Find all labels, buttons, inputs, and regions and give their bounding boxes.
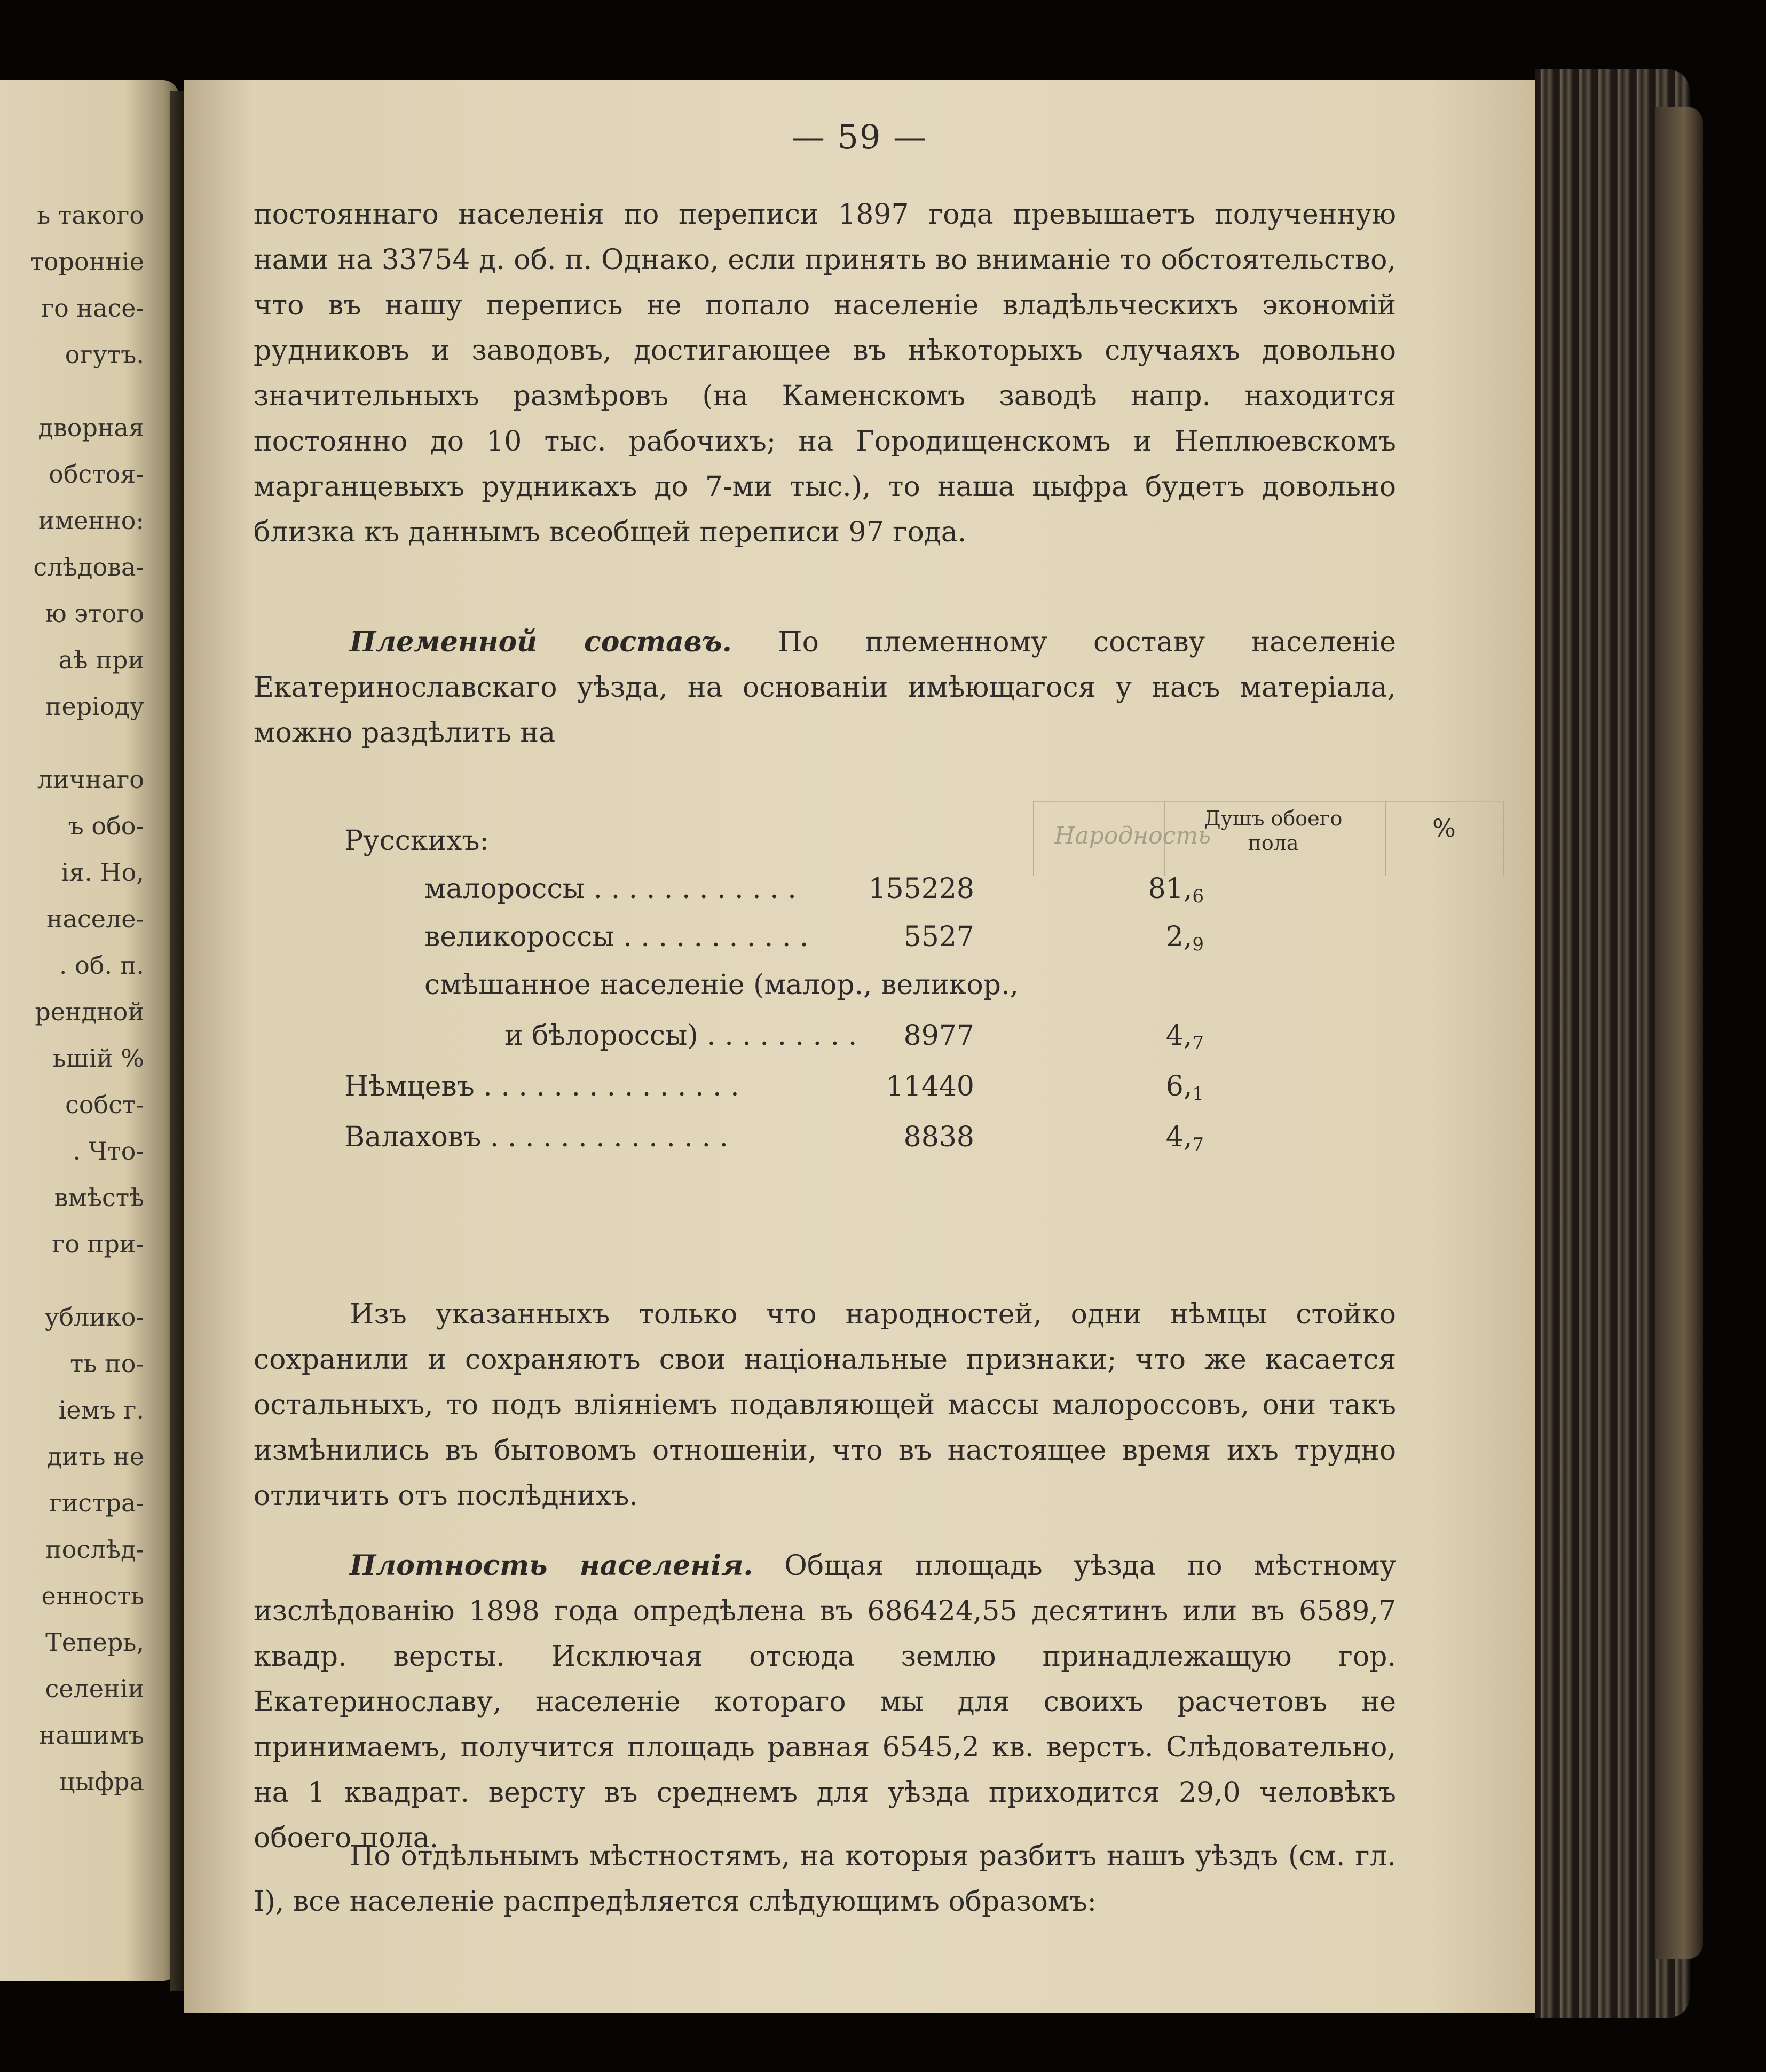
table-row: [184, 1062, 1535, 1110]
page-number: — 59 —: [791, 117, 928, 156]
left-page-line: періоду: [45, 692, 144, 721]
left-page-line: ія. Но,: [61, 858, 144, 887]
left-page-line: селеніи: [45, 1674, 144, 1703]
left-page-line: аѣ при: [58, 645, 144, 674]
row-percent-int: 6,: [1165, 1070, 1193, 1102]
left-page-text: [0, 192, 144, 1805]
paragraph-ethnic-composition: [254, 619, 1396, 756]
left-page-line: цыфра: [59, 1767, 144, 1796]
paragraph-density: [254, 1543, 1396, 1861]
row-label: малороссы . . . . . . . . . . . .: [424, 873, 797, 905]
table-row: [184, 913, 1535, 961]
left-page-line: торонніе: [30, 247, 144, 276]
left-page-line: . Что-: [73, 1137, 144, 1165]
main-page: [184, 80, 1535, 2013]
table-row: [184, 961, 1535, 1009]
row-percent: [1166, 913, 1204, 964]
pencil-annotation: Народность: [1054, 822, 1211, 849]
left-page-line: личнаго: [37, 765, 144, 794]
left-page-line: ъ обо-: [68, 812, 144, 840]
row-percent-int: 4,: [1165, 1020, 1193, 1052]
row-value: 8977: [903, 1020, 974, 1052]
left-page-line: ь такого: [37, 201, 144, 230]
left-page-line: вмѣстѣ: [54, 1183, 144, 1212]
row-label: великороссы . . . . . . . . . . .: [424, 921, 809, 953]
row-percent-decimal: 7: [1192, 1033, 1204, 1054]
left-page-line: дить не: [47, 1442, 144, 1471]
row-percent-decimal: 1: [1192, 1083, 1204, 1105]
row-percent-int: 4,: [1165, 1121, 1193, 1153]
left-page-line: ьшій %: [52, 1044, 144, 1073]
ethnic-composition-heading: Племенной составъ.: [350, 626, 732, 658]
table-row: [184, 1012, 1535, 1060]
column-header-souls: Душъ обоего пола: [1204, 807, 1343, 855]
left-page-line: гистра-: [49, 1488, 144, 1517]
column-header-percent: %: [1432, 814, 1456, 842]
ethnic-composition-body: [254, 619, 1396, 756]
left-page-line: ублико-: [44, 1303, 144, 1332]
book-gutter: [170, 91, 186, 1991]
left-page-line: рендной: [35, 997, 144, 1026]
left-page-line: іемъ г.: [58, 1396, 144, 1424]
row-percent-int: 2,: [1165, 921, 1193, 953]
left-page-line: огутъ.: [65, 340, 144, 369]
left-page-line: обстоя-: [49, 460, 144, 489]
left-page-line: енность: [41, 1581, 144, 1610]
paragraph-assimilation: [254, 1292, 1396, 1519]
group-label: Русскихъ:: [344, 825, 489, 857]
left-page-line: го при-: [52, 1230, 144, 1258]
left-page-line: Теперь,: [45, 1628, 144, 1657]
left-page-line: ю этого: [45, 599, 144, 628]
left-page-line: именно:: [38, 506, 144, 535]
left-page-line: слѣдова-: [33, 553, 144, 581]
row-value: 155228: [868, 873, 974, 905]
row-percent-decimal: 7: [1192, 1134, 1204, 1155]
book-cover-edge: [1655, 107, 1703, 1959]
table-row: [184, 865, 1535, 913]
left-page-line: ть по-: [69, 1349, 144, 1378]
row-percent-decimal: 6: [1192, 886, 1204, 907]
paragraph-census-text: постояннаго населенія по переписи 1897 года превышаетъ полученную нами на 33754 д. об. п. Однако, если принять во вниманіе то обстоятельство, что въ нашу перепись не попало населеніе владѣльческихъ экономій рудниковъ и заводовъ, достигающее въ нѣкоторыхъ случаяхъ довольно значительныхъ размѣровъ (на Каменскомъ заводѣ напр. находится постоянно до 10 тыс. рабочихъ; на Городищенскомъ и Неплюевскомъ марганцевыхъ рудникахъ до 7-ми тыс.), то наша цыфра будетъ довольно близка къ даннымъ всеобщей переписи 97 года.: [254, 199, 1396, 548]
distribution-text: По отдѣльнымъ мѣстностямъ, на которыя разбитъ нашъ уѣздъ (см. гл. I), все населеніе распредѣляется слѣдующимъ образомъ:: [254, 1840, 1396, 1918]
row-value: 11440: [886, 1070, 974, 1102]
left-page-line: . об. п.: [59, 951, 144, 980]
paragraph-distribution: [254, 1834, 1396, 1925]
row-label: и бѣлороссы) . . . . . . . . .: [504, 1020, 857, 1052]
density-heading: Плотность населенія.: [350, 1549, 753, 1582]
row-percent: [1148, 865, 1204, 916]
row-percent: [1166, 1012, 1204, 1063]
left-page-line: го насе-: [41, 294, 144, 322]
table-header-rule: [1033, 801, 1503, 802]
row-percent: [1166, 1062, 1204, 1114]
assimilation-text: Изъ указанныхъ только что народностей, одни нѣмцы стойко сохранили и сохраняютъ свои національные признаки; что же касается остальныхъ, то подъ вліяніемъ подавляющей массы малороссовъ, они такъ измѣнились въ бытовомъ отношеніи, что въ настоящее время ихъ трудно отличить отъ послѣднихъ.: [254, 1298, 1396, 1512]
ethnic-composition-text: По племенному составу населеніе Екатеринославскаго уѣзда, на основаніи имѣющагося у насъ матеріала, можно раздѣлить на: [254, 626, 1396, 749]
paragraph-census: [254, 192, 1396, 555]
left-page-line: населе-: [46, 904, 144, 933]
left-page-line: послѣд-: [45, 1535, 144, 1564]
left-page-line: дворная: [38, 413, 144, 442]
row-percent-decimal: 9: [1192, 934, 1204, 955]
left-page-line: нашимъ: [39, 1721, 144, 1750]
row-label: Нѣмцевъ . . . . . . . . . . . . . . .: [344, 1070, 739, 1102]
row-percent-int: 81,: [1148, 873, 1193, 905]
row-value: 5527: [903, 921, 974, 953]
left-page-line: собст-: [65, 1090, 144, 1119]
table-group-row: [184, 814, 1535, 865]
row-value: 8838: [903, 1121, 974, 1153]
table-row: [184, 1113, 1535, 1161]
density-body: [254, 1543, 1396, 1861]
row-label: смѣшанное населеніе (малор., великор.,: [424, 969, 1019, 1001]
density-text: Общая площадь уѣзда по мѣстному изслѣдованію 1898 года опредѣлена въ 686424,55 десятинъ или въ 6589,7 квадр. версты. Исключая отсюда землю принадлежащую гор. Екатеринославу, населеніе котораго мы для своихъ расчетовъ не принимаемъ, получится площадь равная 6545,2 кв. верстъ. Слѣдовательно, на 1 квадрат. версту въ среднемъ для уѣзда приходится 29,0 человѣкъ обоего пола.: [254, 1550, 1396, 1854]
row-percent: [1166, 1113, 1204, 1164]
row-label: Валаховъ . . . . . . . . . . . . . .: [344, 1121, 729, 1153]
left-page: [0, 80, 179, 1981]
